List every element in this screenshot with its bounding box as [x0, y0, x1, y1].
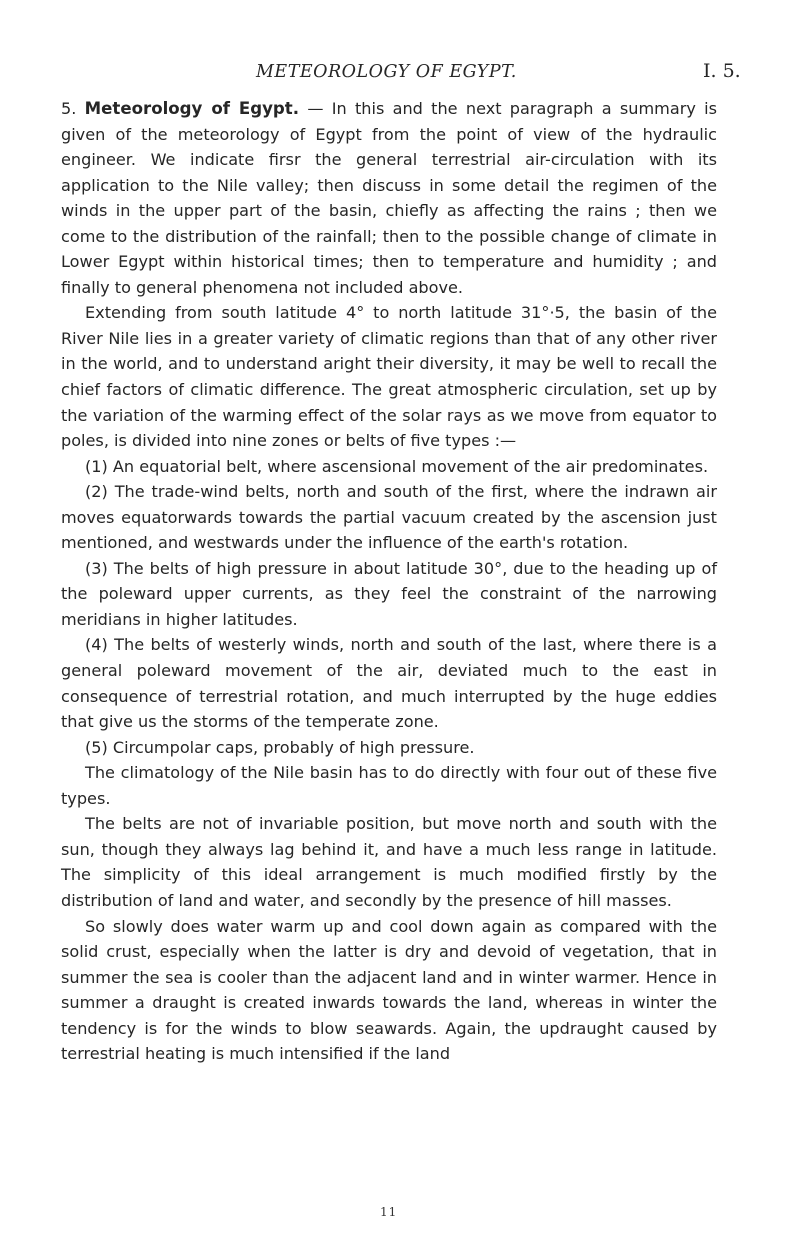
page-number: 11	[380, 1205, 398, 1219]
running-head-title: METEOROLOGY OF EGYPT.	[256, 62, 517, 82]
section-number: 5.	[61, 99, 77, 118]
paragraph-climatology: The climatology of the Nile basin has to do directly with four out of these five types.	[61, 763, 717, 808]
section-heading: Meteorology of Egypt.	[84, 99, 300, 118]
paragraph-belt-2: (2) The trade-wind belts, north and south of the first, where the indrawn air moves equatorwards towards the partial vacuum created by the ascension just mentioned, and westwards under the influence of the earth's rotation.	[61, 482, 717, 553]
section-intro-paragraph	[61, 96, 717, 300]
paragraph-belt-3: (3) The belts of high pressure in about latitude 30°, due to the heading up of the poleward upper currents, as they feel the constraint of the narrowing meridians in higher latitudes.	[61, 558, 717, 629]
section-reference: I. 5.	[703, 60, 741, 82]
paragraph-belt-position: The belts are not of invariable position, but move north and south with the sun, though they always lag behind it, and have a much less range in latitude. The simplicity of this ideal arrangement is much modified firstly by the distribution of land and water, and secondly by the presence of hill masses.	[61, 814, 717, 910]
paragraph-belts-intro: Extending from south latitude 4° to north latitude 31°·5, the basin of the River Nile lies in a greater variety of climatic regions than that of any other river in the world, and to understand aright their diversity, it may be well to recall the chief factors of climatic difference. The great atmospheric circulation, set up by the variation of the warming effect of the solar rays as we move from equator to poles, is divided into nine zones or belts of five types :—	[61, 303, 717, 451]
paragraph-water-warming: So slowly does water warm up and cool down again as compared with the solid crust, especially when the latter is dry and devoid of vegetation, that in summer the sea is cooler than the adjacent land and in winter warmer. Hence in summer a draught is created inwards towards the land, whereas in winter the tendency is for the winds to blow seawards. Again, the updraught caused by terrestrial heating is much intensified if the land	[61, 916, 717, 1064]
paragraph-belt-4: (4) The belts of westerly winds, north and south of the last, where there is a general poleward movement of the air, deviated much to the east in consequence of terrestrial rotation, and much interrupted by the huge eddies that give us the storms of the temperate zone.	[61, 635, 717, 732]
body-text	[61, 96, 717, 1067]
paragraph-belt-1: (1) An equatorial belt, where ascensional movement of the air predominates.	[85, 456, 709, 476]
section-lead-text: — In this and the next paragraph a summary is given of the meteorology of Egypt from the point of view of the hydraulic engineer. We indicate firsr the general terrestrial air-circulation with its application to the Nile valley; then discuss in some detail the regimen of the winds in the upper part of the basin, chiefly as affecting the rains ; then we come to the distribution of the rainfall; then to the possible change of climate in Lower Egypt within historical times; then to temperature and humidity ; and finally to general phenomena not included above.	[61, 99, 717, 297]
paragraph-belt-5: (5) Circumpolar caps, probably of high pressure.	[85, 737, 475, 757]
